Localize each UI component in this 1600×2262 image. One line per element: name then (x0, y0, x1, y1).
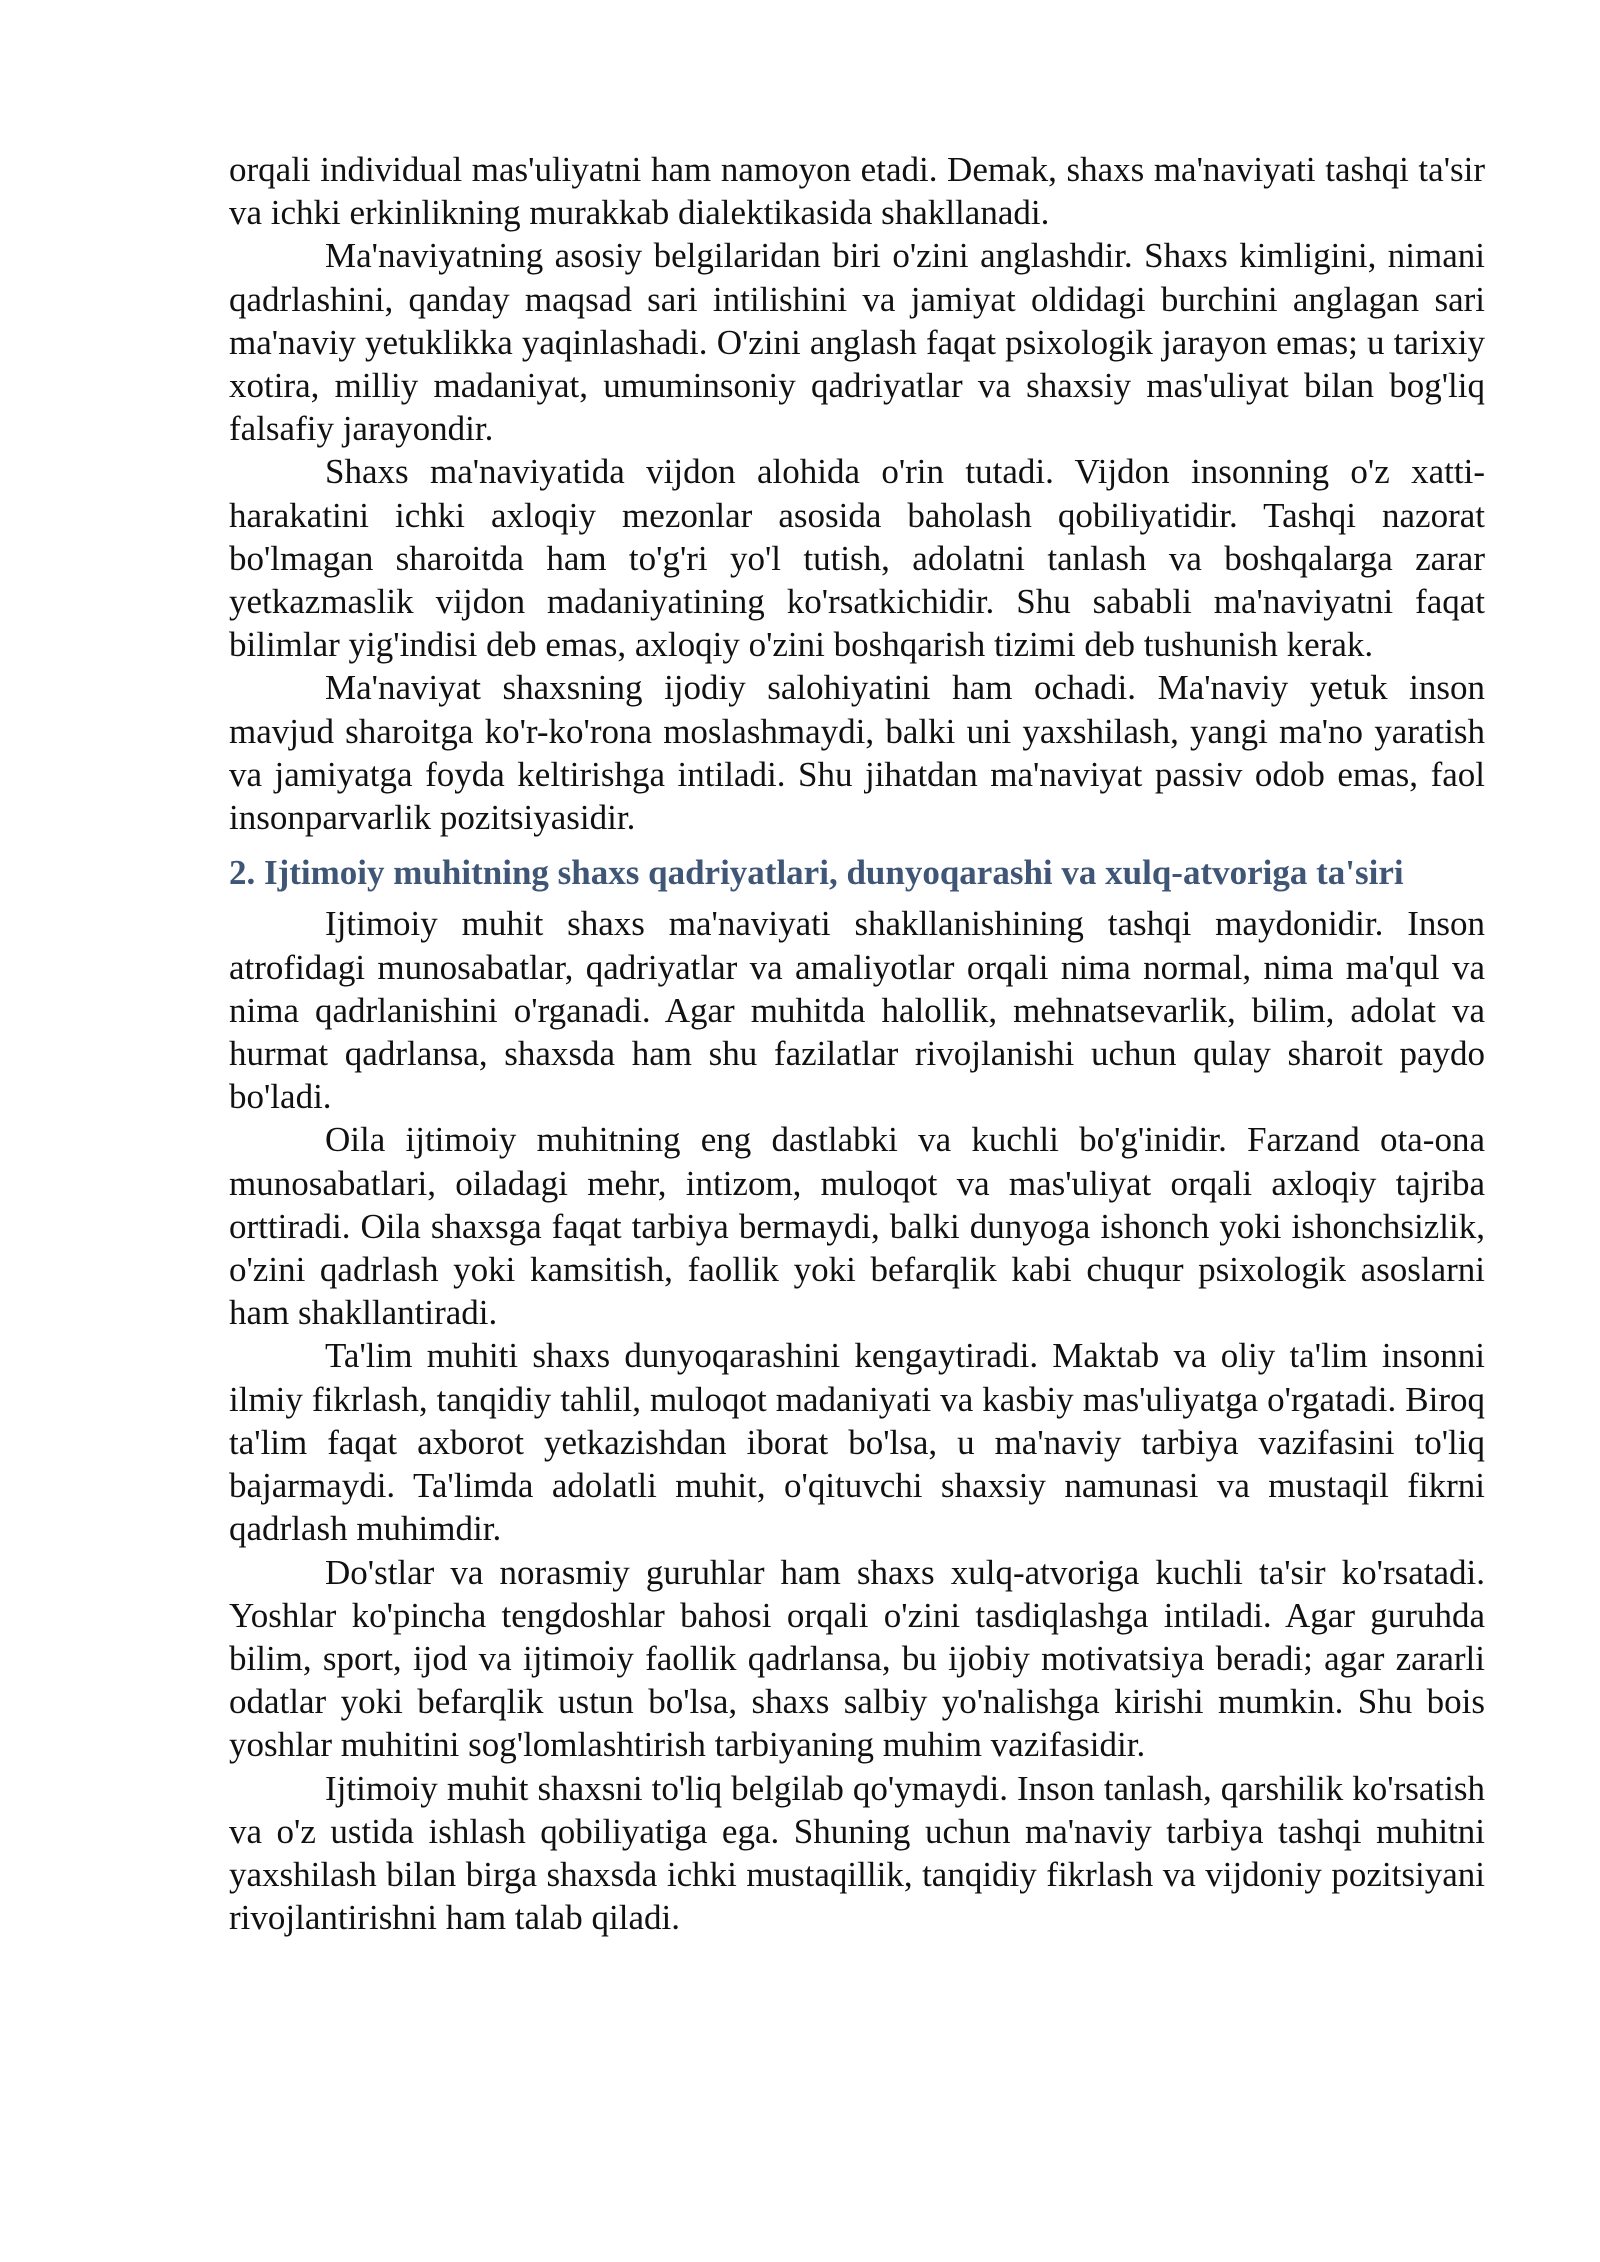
paragraph-creativity: Ma'naviyat shaxsning ijodiy salohiyatini ham ochadi. Ma'naviy yetuk inson mavjud sharoitga ko'r-ko'rona moslashmaydi, balki uni yaxshilash, yangi ma'no yaratish va jamiyatga foyda keltirishga intiladi. Shu jihatdan ma'naviyat passiv odob emas, faol insonparvarlik pozitsiyasidir. (229, 668, 1485, 838)
section-heading: 2. Ijtimoiy muhitning shaxs qadriyatlari, dunyoqarashi va xulq-atvoriga ta'siri (229, 853, 1404, 893)
paragraph-social-environment: Ijtimoiy muhit shaxs ma'naviyati shakllanishining tashqi maydonidir. Inson atrofidagi munosabatlar, qadriyatlar va amaliyotlar orqali nima normal, nima ma'qul va nima qadrlanishini o'rganadi. Agar muhitda halollik, mehnatsevarlik, bilim, adolat va hurmat qadrlansa, shaxsda ham shu fazilatlar rivojlanishi uchun qulay sharoit paydo bo'ladi. (229, 904, 1485, 1117)
paragraph-continuation: orqali individual mas'uliyatni ham namoyon etadi. Demak, shaxs ma'naviyati tashqi ta'sir va ichki erkinlikning murakkab dialektikasida shakllanadi. (229, 150, 1485, 233)
paragraph-conclusion: Ijtimoiy muhit shaxsni to'liq belgilab qo'ymaydi. Inson tanlash, qarshilik ko'rsatish va o'z ustida ishlash qobiliyatiga ega. Shuning uchun ma'naviy tarbiya tashqi muhitni yaxshilash bilan birga shaxsda ichki mustaqillik, tanqidiy fikrlash va vijdoniy pozitsiyani rivojlantirishni ham talab qiladi. (229, 1768, 1485, 1938)
paragraph-peers: Do'stlar va norasmiy guruhlar ham shaxs xulq-atvoriga kuchli ta'sir ko'rsatadi. Yoshlar ko'pincha tengdoshlar bahosi orqali o'zini tasdiqlashga intiladi. Agar guruhda bilim, sport, ijod va ijtimoiy faollik qadrlansa, bu ijobiy motivatsiya beradi; agar zararli odatlar yoki befarqlik ustun bo'lsa, shaxs salbiy yo'nalishga kirishi mumkin. Shu bois yoshlar muhitini sog'lomlashtirish tarbiyaning muhim vazifasidir. (229, 1552, 1485, 1765)
paragraph-education: Ta'lim muhiti shaxs dunyoqarashini kengaytiradi. Maktab va oliy ta'lim insonni ilmiy fikrlash, tanqidiy tahlil, muloqot madaniyati va kasbiy mas'uliyatga o'rgatadi. Biroq ta'lim faqat axborot yetkazishdan iborat bo'lsa, u ma'naviy tarbiya vazifasini to'liq bajarmaydi. Ta'limda adolatli muhit, o'qituvchi shaxsiy namunasi va mustaqil fikrni qadrlash muhimdir. (229, 1336, 1485, 1549)
paragraph-family: Oila ijtimoiy muhitning eng dastlabki va kuchli bo'g'inidir. Farzand ota-ona munosabatlari, oiladagi mehr, intizom, muloqot va mas'uliyat orqali axloqiy tajriba orttiradi. Oila shaxsga faqat tarbiya bermaydi, balki dunyoga ishonch yoki ishonchsizlik, o'zini qadrlash yoki kamsitish, faollik yoki befarqlik kabi chuqur psixologik asoslarni ham shakllantiradi. (229, 1120, 1485, 1333)
paragraph-conscience: Shaxs ma'naviyatida vijdon alohida o'rin tutadi. Vijdon insonning o'z xatti-harakatini ichki axloqiy mezonlar asosida baholash qobiliyatidir. Tashqi nazorat bo'lmagan sharoitda ham to'g'ri yo'l tutish, adolatni tanlash va boshqalarga zarar yetkazmaslik vijdon madaniyatining ko'rsatkichidir. Shu sababli ma'naviyatni faqat bilimlar yig'indisi deb emas, axloqiy o'zini boshqarish tizimi deb tushunish kerak. (229, 452, 1485, 665)
document-page (229, 148, 1485, 1939)
paragraph-self-awareness: Ma'naviyatning asosiy belgilaridan biri o'zini anglashdir. Shaxs kimligini, nimani qadrlashini, qanday maqsad sari intilishini va jamiyat oldidagi burchini anglagan sari ma'naviy yetuklikka yaqinlashadi. O'zini anglash faqat psixologik jarayon emas; u tarixiy xotira, milliy madaniyat, umuminsoniy qadriyatlar va shaxsiy mas'uliyat bilan bog'liq falsafiy jarayondir. (229, 236, 1485, 449)
